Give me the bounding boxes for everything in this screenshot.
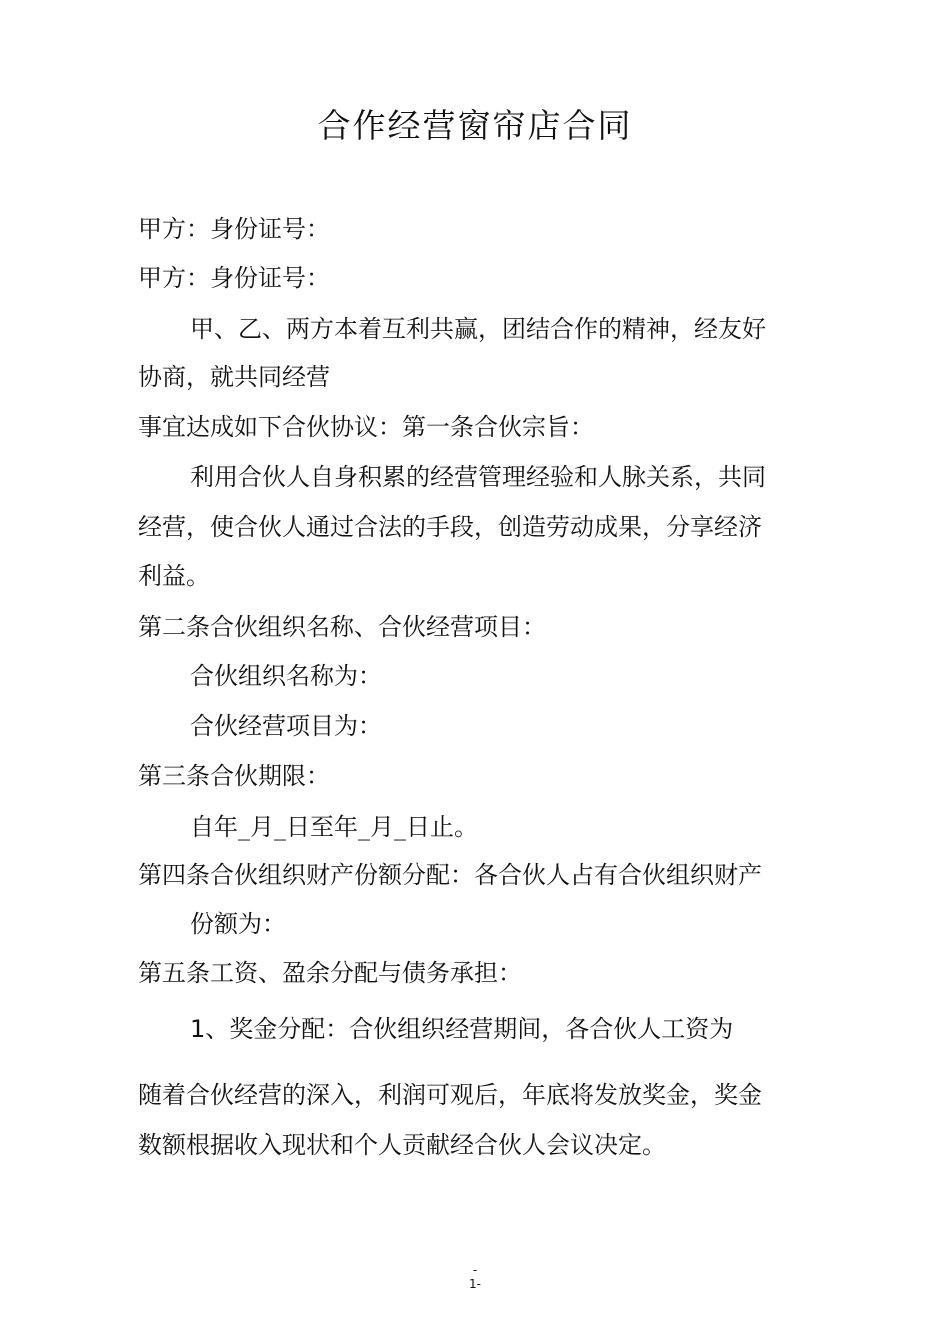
partnership-project-line: 合伙经营项目为： xyxy=(190,712,382,740)
article-1-heading: 事宜达成如下合伙协议：第一条合伙宗旨： xyxy=(138,413,594,441)
term-line: 自年_月_日至年_月_日止。 xyxy=(190,813,478,841)
article-3-heading: 第三条合伙期限： xyxy=(138,762,330,790)
bonus-item-text: 、奖金分配：合伙组织经营期间，各合伙人工资为 xyxy=(205,1015,734,1043)
page-number: 1- xyxy=(469,1277,481,1291)
partnership-name-line: 合伙组织名称为： xyxy=(190,662,382,690)
intro-paragraph-line-1: 甲、乙、两方本着互利共赢，团结合作的精神，经友好 xyxy=(190,315,766,343)
article-4-continuation: 份额为： xyxy=(190,910,286,938)
article-4-heading: 第四条合伙组织财产份额分配：各合伙人占有合伙组织财产 xyxy=(138,861,762,889)
bonus-item-number: 1 xyxy=(190,1015,206,1043)
bonus-paragraph-line-1: 随着合伙经营的深入，利润可观后，年底将发放奖金，奖金 xyxy=(138,1081,762,1109)
article-1-body-line-2: 经营，使合伙人通过合法的手段，创造劳动成果，分享经济 xyxy=(138,513,762,541)
bonus-item-line xyxy=(190,1013,733,1045)
party-a-line: 甲方：身份证号： xyxy=(138,215,330,243)
intro-paragraph-line-2: 协商，就共同经营 xyxy=(138,363,330,391)
document-title: 合作经营窗帘店合同 xyxy=(317,106,633,145)
article-2-heading: 第二条合伙组织名称、合伙经营项目： xyxy=(138,613,546,641)
party-a-line-2: 甲方：身份证号： xyxy=(138,264,330,292)
bonus-paragraph-line-2: 数额根据收入现状和个人贡献经合伙人会议决定。 xyxy=(138,1131,666,1159)
footer-dash: - xyxy=(472,1263,478,1277)
article-1-body-line-3: 利益。 xyxy=(138,562,210,590)
article-5-heading: 第五条工资、盈余分配与债务承担： xyxy=(138,959,522,987)
article-1-body-line-1: 利用合伙人自身积累的经营管理经验和人脉关系，共同 xyxy=(190,463,766,491)
